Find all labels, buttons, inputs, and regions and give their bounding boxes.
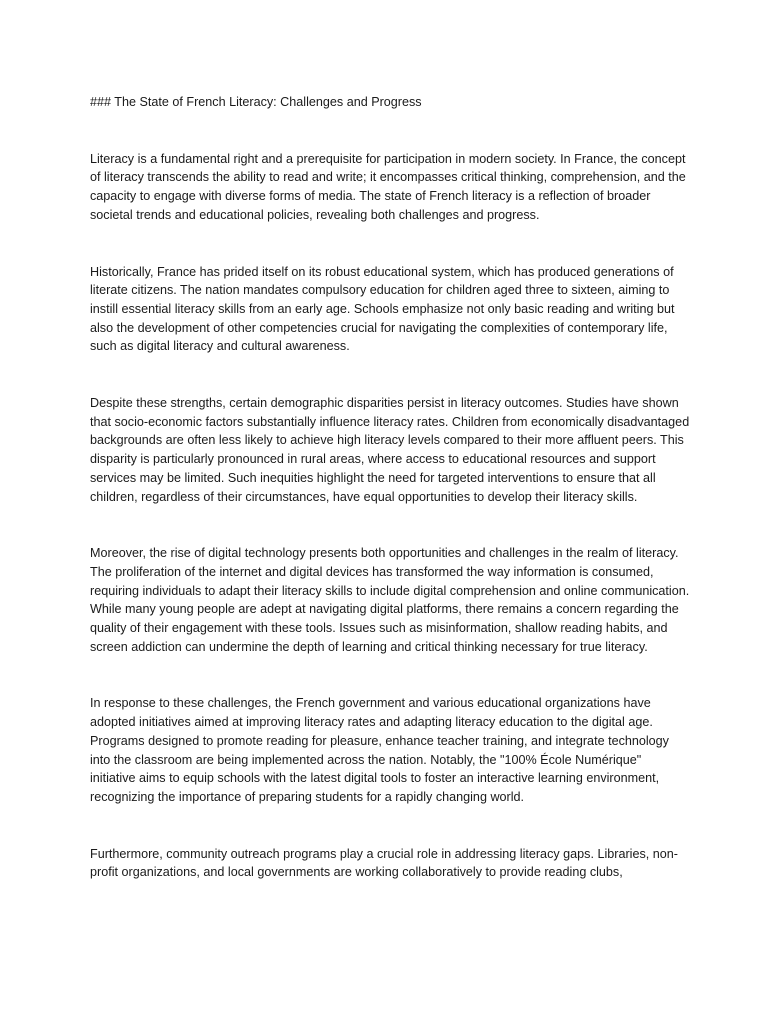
- paragraph-5: In response to these challenges, the French government and various educational organizations have adopted initiatives aimed at improving literacy rates and adapting literacy education to the digital age. Programs designed to promote reading for pleasure, enhance teacher training, and integrate technology into the classroom are being implemented across the nation. Notably, the "100% École Numérique" initiative aims to equip schools with the latest digital tools to foster an interactive learning environment, recognizing the importance of preparing students for a rapidly changing world.: [90, 696, 669, 804]
- paragraph-4: Moreover, the rise of digital technology presents both opportunities and challenges in the realm of literacy. The proliferation of the internet and digital devices has transformed the way information is consumed, requiring individuals to adapt their literacy skills to include digital comprehension and online communication. While many young people are adept at navigating digital platforms, there remains a concern regarding the quality of their engagement with these tools. Issues such as misinformation, shallow reading habits, and screen addiction can undermine the depth of learning and critical thinking necessary for true literacy.: [90, 546, 690, 654]
- paragraph-6: Furthermore, community outreach programs play a crucial role in addressing literacy gaps. Libraries, non-profit organizations, and local governments are working collaboratively to provide reading clubs,: [90, 846, 678, 880]
- document-title: ### The State of French Literacy: Challenges and Progress: [90, 95, 422, 109]
- document-body: [90, 93, 690, 882]
- paragraph-3: Despite these strengths, certain demographic disparities persist in literacy outcomes. Studies have shown that socio-economic factors substantially influence literacy rates. Children from economically disadvantaged backgrounds are often less likely to achieve high literacy levels compared to their more affluent peers. This disparity is particularly pronounced in rural areas, where access to educational resources and support services may be limited. Such inequities highlight the need for targeted interventions to ensure that all children, regardless of their circumstances, have equal opportunities to develop their literacy skills.: [90, 396, 690, 504]
- paragraph-2: Historically, France has prided itself on its robust educational system, which has produced generations of literate citizens. The nation mandates compulsory education for children aged three to sixteen, aiming to instill essential literacy skills from an early age. Schools emphasize not only basic reading and writing but also the development of other competencies crucial for navigating the complexities of contemporary life, such as digital literacy and cultural awareness.: [90, 264, 675, 354]
- paragraph-1: Literacy is a fundamental right and a prerequisite for participation in modern society. In France, the concept of literacy transcends the ability to read and write; it encompasses critical thinking, comprehension, and the capacity to engage with diverse forms of media. The state of French literacy is a reflection of broader societal trends and educational policies, revealing both challenges and progress.: [90, 151, 686, 222]
